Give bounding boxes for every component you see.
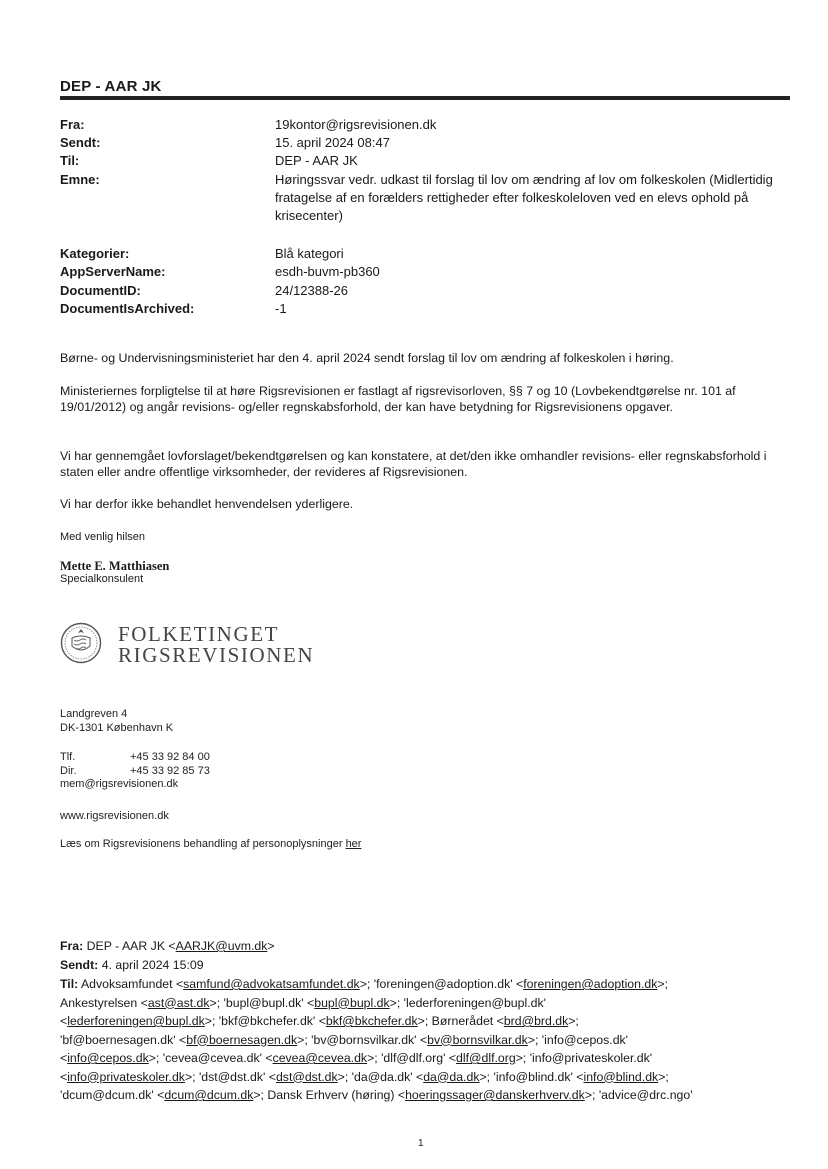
forward-to-line-content: [60, 1088, 693, 1102]
header-divider: [60, 96, 790, 100]
forward-to-label: Til:: [60, 977, 79, 991]
direct-phone-row: [60, 765, 210, 779]
meta-label: Kategorier:: [60, 246, 130, 261]
recipient-text: <: [60, 1051, 68, 1065]
recipient-text: <: [60, 1014, 68, 1028]
recipient-email-link[interactable]: bupl@bupl.dk: [314, 995, 390, 1010]
signature-name: Mette E. Matthiasen: [60, 559, 170, 573]
meta-label: Emne:: [60, 172, 100, 187]
meta-label: Til:: [60, 153, 80, 168]
recipient-text: >; Dansk Erhverv (høring) <: [253, 1088, 406, 1102]
meta-value: -1: [275, 301, 287, 316]
forward-from-email[interactable]: AARJK@uvm.dk: [175, 939, 268, 953]
forward-from-row: [60, 937, 780, 956]
recipient-text: 'bf@boernesagen.dk' <: [60, 1032, 187, 1047]
recipient-text: >; 'foreningen@adoption.dk' <: [359, 977, 524, 991]
meta-label: Fra:: [60, 117, 85, 132]
forward-to-block: [60, 975, 780, 1105]
recipient-text: >;: [568, 1014, 579, 1028]
meta-value: esdh-buvm-pb360: [275, 264, 380, 279]
recipient-email-link[interactable]: lederforeningen@bupl.dk: [67, 1014, 205, 1028]
recipient-text: >; 'bv@bornsvilkar.dk' <: [297, 1032, 428, 1047]
logo-line-rigsrevisionen: RIGSREVISIONEN: [118, 643, 315, 667]
recipient-email-link[interactable]: info@privateskoler.dk: [67, 1069, 185, 1084]
recipient-email-link[interactable]: ast@ast.dk: [147, 995, 210, 1010]
closing: Med venlig hilsen: [60, 531, 145, 543]
recipient-text: >; 'advice@drc.ngo': [584, 1088, 693, 1102]
recipient-email-link[interactable]: brd@brd.dk: [503, 1014, 569, 1028]
recipient-text: >; 'bupl@bupl.dk' <: [209, 995, 315, 1010]
meta-value: Blå kategori: [275, 246, 344, 261]
forward-to-line-content: [60, 996, 546, 1010]
recipient-email-link[interactable]: hoeringssager@danskerhverv.dk: [405, 1088, 585, 1102]
privacy-link[interactable]: her: [345, 838, 362, 850]
recipient-text: >; 'info@blind.dk' <: [479, 1069, 584, 1084]
forward-from-label: Fra:: [60, 939, 84, 953]
meta-label: Sendt:: [60, 135, 101, 150]
recipient-email-link[interactable]: foreningen@adoption.dk: [523, 977, 658, 991]
meta-value: 19kontor@rigsrevisionen.dk: [275, 117, 437, 132]
forward-to-line-5: [60, 1068, 780, 1087]
forward-from-end: >: [267, 939, 275, 953]
forward-from-name: DEP - AAR JK <: [86, 939, 176, 953]
recipient-email-link[interactable]: dlf@dlf.org: [456, 1051, 516, 1065]
recipient-text: Advoksamfundet <: [78, 977, 184, 991]
forward-to-line-content: [60, 1014, 579, 1028]
forward-to-line-1: [60, 994, 780, 1013]
recipient-text: >; Børnerådet <: [417, 1014, 504, 1028]
recipient-email-link[interactable]: samfund@advokatsamfundet.dk: [183, 977, 360, 991]
body-paragraph: Ministeriernes forpligtelse til at høre Rigsrevisionen er fastlagt af rigsrevisorloven, §§ 7 og 10 (Lovbekendtgørelse nr. 101 af 19/01/2012) og angår revisions- og/eller regnskabsforhold, der kan have betydning for Rigsrevisionens opgaver.: [60, 384, 736, 414]
meta-value: DEP - AAR JK: [275, 153, 358, 168]
recipient-text: >;: [658, 1069, 669, 1084]
phone-row: [60, 751, 210, 765]
recipient-text: >; 'bkf@bkchefer.dk' <: [204, 1014, 326, 1028]
meta-label: DocumentIsArchived:: [60, 301, 195, 316]
logo-wordmark: [118, 624, 314, 666]
meta-label: AppServerName:: [60, 264, 166, 279]
signature-title: Specialkonsulent: [60, 573, 144, 585]
recipient-email-link[interactable]: bf@boernesagen.dk: [186, 1032, 298, 1047]
forward-to-line-content: [78, 977, 668, 991]
logo-line-folketinget: FOLKETINGET: [118, 622, 280, 646]
forward-to-line-2: [60, 1012, 780, 1031]
forward-to-line-content: [60, 1070, 669, 1084]
recipient-email-link[interactable]: bv@bornsvilkar.dk: [427, 1032, 528, 1047]
document-title: DEP - AAR JK: [60, 78, 162, 95]
phone-label: Tlf.: [60, 751, 76, 763]
forward-sent-row: [60, 956, 780, 975]
rigsrevisionen-seal-icon: [60, 622, 102, 664]
forward-sent-value: 4. april 2024 15:09: [101, 958, 204, 972]
body-paragraph: Børne- og Undervisningsministeriet har den 4. april 2024 sendt forslag til lov om ændring af folkeskolen i høring.: [60, 351, 674, 365]
recipient-text: 'dcum@dcum.dk' <: [60, 1088, 165, 1102]
meta-value: Høringssvar vedr. udkast til forslag til lov om ændring af lov om folkeskolen (Midlertidig fratagelse af en forælders rettigheder efter folkeskoleloven ved en elevs ophold på krisecenter): [275, 172, 773, 223]
contact-block: [60, 751, 210, 792]
direct-phone-number: +45 33 92 85 73: [130, 764, 210, 777]
recipient-email-link[interactable]: dst@dst.dk: [275, 1069, 338, 1084]
forward-to-line-3: [60, 1031, 780, 1050]
email-address[interactable]: mem@rigsrevisionen.dk: [60, 778, 179, 790]
website-link[interactable]: www.rigsrevisionen.dk: [60, 810, 169, 822]
forward-to-line-6: [60, 1086, 780, 1105]
recipient-email-link[interactable]: info@cepos.dk: [67, 1051, 149, 1065]
privacy-text: Læs om Rigsrevisionens behandling af personoplysninger: [60, 838, 343, 850]
forward-to-line-4: [60, 1049, 780, 1068]
recipient-email-link[interactable]: dcum@dcum.dk: [164, 1088, 254, 1102]
address-street: Landgreven 4: [60, 708, 128, 720]
recipient-email-link[interactable]: bkf@bkchefer.dk: [325, 1014, 418, 1028]
forward-to-line-0: [60, 975, 780, 994]
forward-to-line-content: [60, 1033, 628, 1047]
body-paragraph: Vi har gennemgået lovforslaget/bekendtgørelsen og kan konstatere, at det/den ikke omhandler revisions- eller regnskabsforhold i staten eller andre offentlige virksomheder, der revideres af Rigsrevisionen.: [60, 449, 767, 479]
body-paragraph: Vi har derfor ikke behandlet henvendelsen yderligere.: [60, 497, 354, 511]
direct-phone-label: Dir.: [60, 764, 77, 777]
recipient-text: >; 'da@da.dk' <: [337, 1069, 424, 1084]
recipient-text: >; 'info@cepos.dk': [527, 1032, 629, 1047]
page-number: 1: [418, 1138, 424, 1149]
meta-value: 24/12388-26: [275, 283, 349, 298]
forward-to-line-content: [60, 1051, 652, 1065]
meta-label: DocumentID:: [60, 283, 141, 298]
forward-sent-label: Sendt:: [60, 958, 99, 972]
recipient-text: Ankestyrelsen <: [60, 995, 148, 1010]
phone-number: +45 33 92 84 00: [130, 751, 210, 763]
address-block: [60, 708, 173, 735]
recipient-email-link[interactable]: da@da.dk: [423, 1069, 480, 1084]
recipient-text: >; 'dlf@dlf.org' <: [367, 1051, 457, 1065]
recipient-email-link[interactable]: info@blind.dk: [583, 1069, 659, 1084]
recipient-text: >; 'dst@dst.dk' <: [184, 1069, 276, 1084]
recipient-email-link[interactable]: cevea@cevea.dk: [272, 1051, 368, 1065]
recipient-text: >; 'info@privateskoler.dk': [515, 1051, 653, 1065]
privacy-notice: [60, 838, 361, 852]
meta-value: 15. april 2024 08:47: [275, 135, 390, 150]
recipient-text: >; 'cevea@cevea.dk' <: [148, 1051, 273, 1065]
address-city: DK-1301 København K: [60, 721, 174, 734]
recipient-text: >; 'lederforeningen@bupl.dk': [389, 995, 546, 1010]
recipient-text: <: [60, 1069, 68, 1084]
recipient-text: >;: [657, 977, 668, 991]
